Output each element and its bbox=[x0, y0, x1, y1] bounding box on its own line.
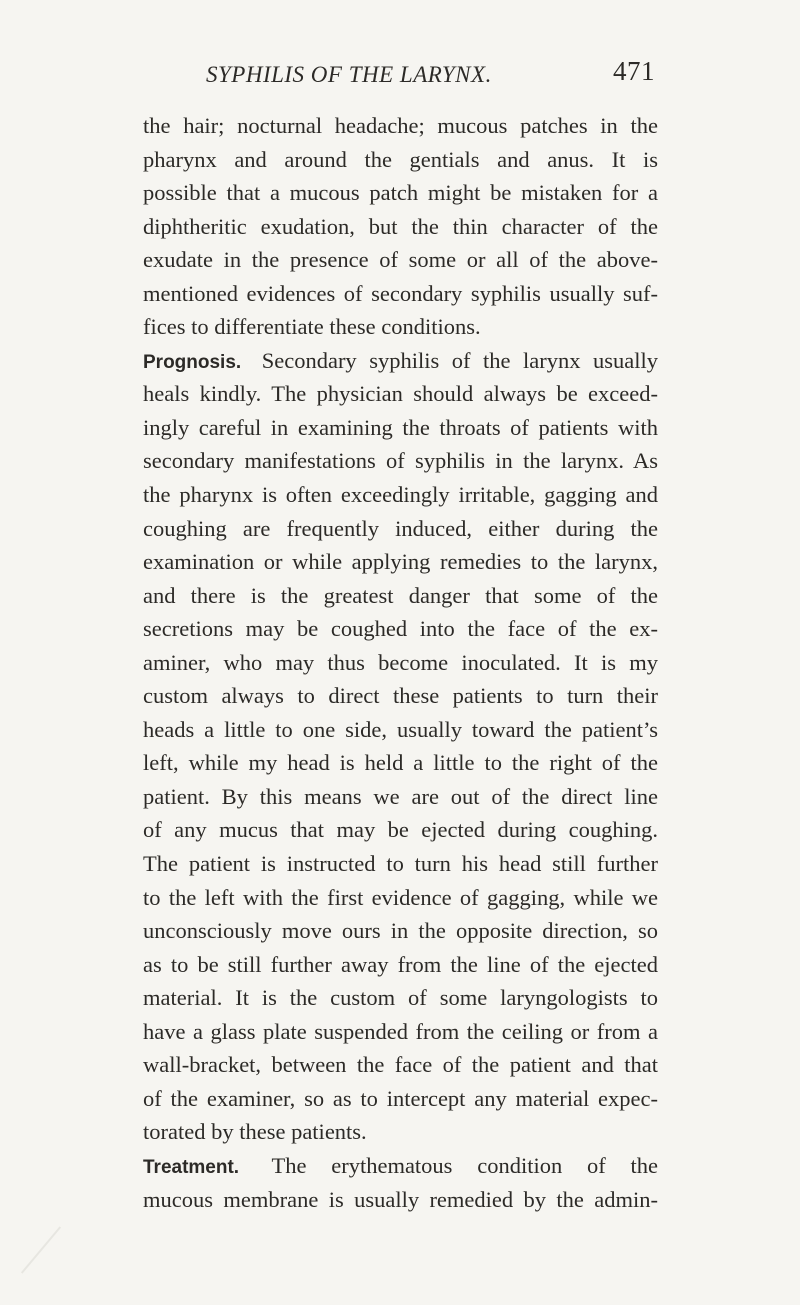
text-span: Secondary syphilis of the larynx usually bbox=[261, 347, 658, 373]
text-line: examination or while applying remedies to the larynx, bbox=[143, 549, 658, 575]
text-line: left, while my head is held a little to the right of the bbox=[143, 750, 658, 776]
running-head bbox=[0, 56, 800, 96]
treatment-first-line bbox=[143, 1149, 658, 1183]
text-line: mentioned evidences of secondary syphilis usually suf- bbox=[143, 280, 658, 306]
running-title: SYPHILIS OF THE LARYNX. bbox=[206, 62, 492, 87]
text-line: possible that a mucous patch might be mistaken for a bbox=[143, 180, 658, 206]
text-line: custom always to direct these patients to turn their bbox=[143, 683, 658, 709]
text-span: The erythematous condition of the bbox=[271, 1152, 658, 1178]
text-line: the hair; nocturnal headache; mucous patches in the bbox=[143, 113, 658, 138]
page-number: 471 bbox=[613, 56, 655, 86]
text-line: fices to differentiate these conditions. bbox=[143, 314, 481, 340]
text-line: coughing are frequently induced, either during the bbox=[143, 515, 658, 541]
text-line: unconsciously move ours in the opposite direction, so bbox=[143, 918, 658, 944]
page-smudge bbox=[21, 1226, 61, 1273]
text-line: have a glass plate suspended from the ceiling or from a bbox=[143, 1018, 658, 1044]
text-line: secretions may be coughed into the face of the ex- bbox=[143, 616, 658, 642]
treatment-heading: Treatment. bbox=[143, 1156, 240, 1178]
text-line: and there is the greatest danger that some of the bbox=[143, 582, 658, 608]
text-line: ingly careful in examining the throats of patients with bbox=[143, 414, 658, 440]
text-line: secondary manifestations of syphilis in the larynx. As bbox=[143, 448, 658, 474]
text-line: of the examiner, so as to intercept any material expec- bbox=[143, 1085, 658, 1111]
text-line: diphtheritic exudation, but the thin character of the bbox=[143, 213, 658, 239]
text-line: patient. By this means we are out of the direct line bbox=[143, 783, 658, 809]
prognosis-heading: Prognosis. bbox=[143, 351, 242, 373]
text-line: to the left with the first evidence of gagging, while we bbox=[143, 884, 658, 910]
text-line: of any mucus that may be ejected during coughing. bbox=[143, 817, 658, 843]
text-line: heals kindly. The physician should always be exceed- bbox=[143, 381, 658, 407]
text-line: pharynx and around the gentials and anus. It is bbox=[143, 146, 658, 172]
text-line: torated by these patients. bbox=[143, 1119, 367, 1145]
text-line: heads a little to one side, usually toward the patient’s bbox=[143, 716, 658, 742]
text-line: aminer, who may thus become inoculated. It is my bbox=[143, 649, 658, 675]
text-line: wall-bracket, between the face of the patient and that bbox=[143, 1052, 658, 1078]
text-line: material. It is the custom of some laryngologists to bbox=[143, 985, 658, 1011]
text-line: exudate in the presence of some or all of the above- bbox=[143, 247, 658, 273]
text-line: as to be still further away from the line of the ejected bbox=[143, 951, 658, 977]
prognosis-first-line bbox=[143, 344, 658, 378]
body-text bbox=[143, 109, 658, 1216]
text-line: mucous membrane is usually remedied by the admin- bbox=[143, 1186, 658, 1212]
text-line: The patient is instructed to turn his head still further bbox=[143, 851, 658, 877]
text-line: the pharynx is often exceedingly irritable, gagging and bbox=[143, 482, 658, 508]
